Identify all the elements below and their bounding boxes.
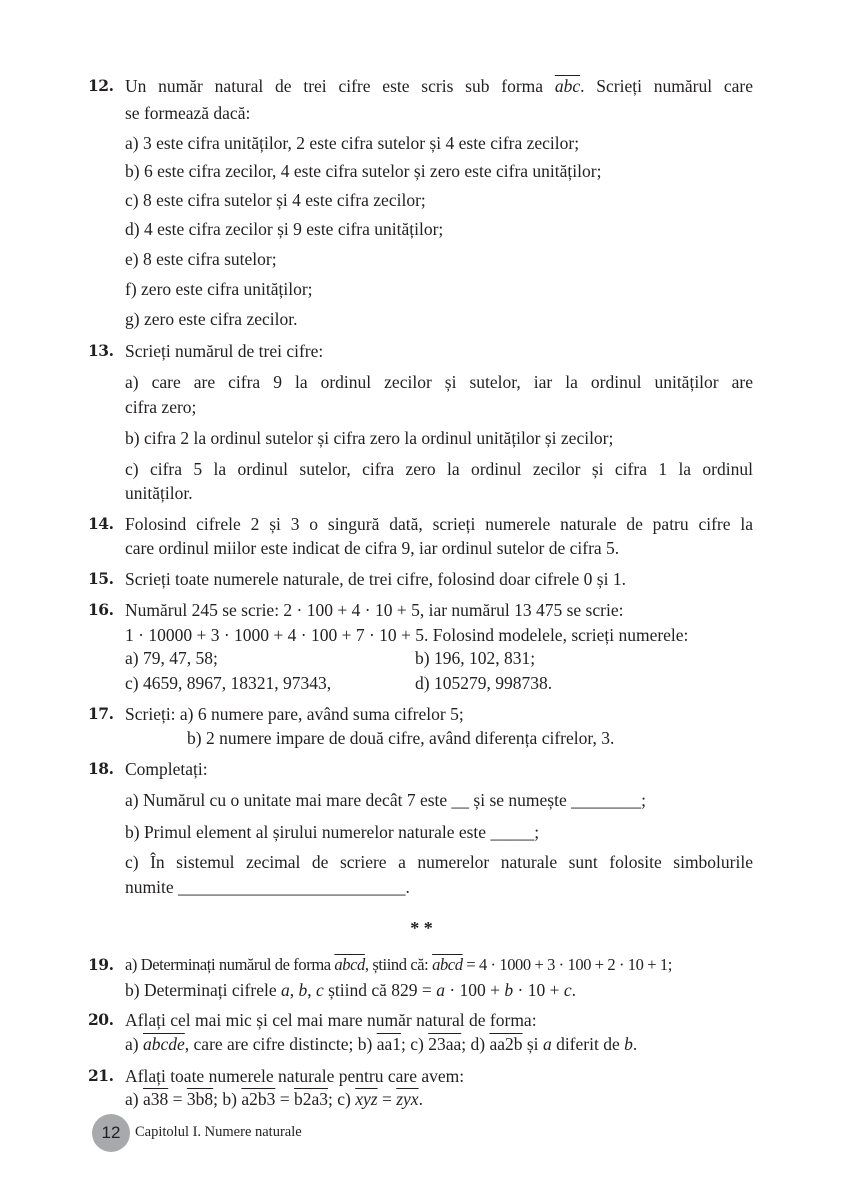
text-run: .	[571, 980, 576, 1000]
exercise-text: 1 · 10000 + 3 · 1000 + 4 · 100 + 7 · 10 + 5. Folosind modelele, scrieți numerele:	[125, 625, 689, 645]
sub-item: b) 196, 102, 831;	[415, 648, 536, 668]
sub-item: d) 4 este cifra zecilor și 9 este cifra unităților;	[125, 219, 444, 239]
exercise-text: se formează dacă:	[125, 103, 251, 123]
sub-item	[125, 1033, 637, 1055]
sub-item: g) zero este cifra zecilor.	[125, 309, 298, 329]
exercise-number: 19.	[88, 955, 114, 974]
sub-item: numite __________________________.	[125, 877, 410, 897]
exercise-text: care ordinul miilor este indicat de cifra 9, iar ordinul sutelor de cifra 5.	[125, 538, 620, 558]
variable: a	[280, 980, 290, 1000]
sub-item: e) 8 este cifra sutelor;	[125, 249, 277, 269]
text-run: a)	[125, 1034, 143, 1054]
text-run: ; c)	[328, 1089, 356, 1109]
text-run: ,	[307, 980, 316, 1000]
exercise-text: Folosind cifrele 2 și 3 o singură dată, scrieți numerele naturale de patru cifre la	[125, 514, 753, 534]
sub-item: b) Primul element al șirului numerelor naturale este _____;	[125, 822, 540, 842]
sub-item: b) cifra 2 la ordinul sutelor și cifra zero la ordinul unităților și zecilor;	[125, 428, 614, 448]
exercise-text: Scrieți numărul de trei cifre:	[125, 341, 324, 361]
exercise-text: Aflați toate numerele naturale pentru care avem:	[125, 1066, 465, 1086]
text-run: · 10 +	[513, 980, 564, 1000]
text-run: Un număr natural de trei cifre este scris sub forma	[125, 76, 555, 96]
sub-item	[125, 954, 672, 976]
sub-item: c) cifra 5 la ordinul sutelor, cifra zero la ordinul zecilor și cifra 1 la ordinul	[125, 459, 753, 479]
text-run: știind că 829 =	[323, 980, 437, 1000]
chapter-title: Capitolul I. Numere naturale	[135, 1124, 302, 1140]
sub-item-row	[125, 647, 536, 669]
exercise-number: 17.	[88, 704, 114, 723]
overlined-number: $\overline{abc}$	[554, 76, 581, 96]
text-run: = 4 · 1000 + 3 · 100 + 2 · 10 + 1;	[462, 955, 672, 974]
overlined-number: aa1	[376, 1034, 401, 1054]
sub-item: b) 2 numere impare de două cifre, având diferența cifrelor, 3.	[187, 728, 615, 748]
text-run: .	[418, 1089, 423, 1109]
text-run: ; d)	[461, 1034, 490, 1054]
text-run: b) Determinați cifrele	[125, 980, 281, 1000]
overlined-number: 23aa	[428, 1034, 462, 1054]
text-run: a) Determinați numărul de forma	[125, 955, 335, 974]
sub-item: c) 8 este cifra sutelor și 4 este cifra zecilor;	[125, 190, 426, 210]
exercise-text: Numărul 245 se scrie: 2 · 100 + 4 · 10 + 5, iar numărul 13 475 se scrie:	[125, 600, 624, 620]
text-run: =	[377, 1089, 397, 1109]
sub-item: b) 6 este cifra zecilor, 4 este cifra sutelor și zero este cifra unităților;	[125, 161, 602, 181]
overlined-number: $\overline{xyz}$	[355, 1089, 378, 1109]
sub-item: d) 105279, 998738.	[415, 673, 553, 693]
exercise-number: 21.	[88, 1066, 114, 1085]
text-run: =	[275, 1089, 294, 1109]
text-run: · 100 +	[444, 980, 505, 1000]
variable: a	[542, 1034, 552, 1054]
overlined-number: abcd	[334, 955, 365, 974]
sub-item: a) Numărul cu o unitate mai mare decât 7 este __ și se numește ________;	[125, 790, 646, 810]
text-run: . Scrieți numărul care	[580, 76, 753, 96]
variable: b	[504, 980, 514, 1000]
exercise-number: 18.	[88, 759, 114, 778]
exercise-text: Aflați cel mai mic și cel mai mare număr natural de forma:	[125, 1010, 537, 1030]
overlined-number: a2b3	[241, 1089, 276, 1109]
variable: c	[315, 980, 324, 1000]
sub-item: c) În sistemul zecimal de scriere a numerelor naturale sunt folosite simbolurile	[125, 852, 753, 872]
exercise-number: 12.	[88, 76, 114, 95]
sub-item: a) 3 este cifra unităților, 2 este cifra sutelor și 4 este cifra zecilor;	[125, 133, 580, 153]
variable: a	[436, 980, 445, 1000]
section-separator: * *	[410, 918, 433, 938]
exercise-number: 14.	[88, 514, 114, 533]
overlined-number: 3b8	[186, 1089, 214, 1109]
sub-item: a) 79, 47, 58;	[125, 648, 218, 668]
overlined-number: abcde	[142, 1034, 185, 1054]
text-run: , care are cifre distincte; b)	[184, 1034, 377, 1054]
sub-item	[125, 1088, 423, 1110]
text-run: =	[168, 1089, 187, 1109]
text-run: și	[522, 1034, 543, 1054]
overlined-number: aa2b	[489, 1034, 523, 1054]
exercise-number: 15.	[88, 569, 114, 588]
overlined-number: $\overline{zyx}$	[396, 1089, 419, 1109]
overlined-number: b2a3	[294, 1089, 329, 1109]
exercise-text: Scrieți toate numerele naturale, de trei cifre, folosind doar cifrele 0 și 1.	[125, 569, 626, 589]
exercise-text	[125, 75, 753, 97]
overlined-number: a38	[142, 1089, 169, 1109]
sub-item: cifra zero;	[125, 397, 197, 417]
page-number-badge: 12	[92, 1114, 130, 1152]
sub-item: unităților.	[125, 483, 193, 503]
exercise-number: 16.	[88, 600, 114, 619]
overlined-number: abcd	[432, 955, 463, 974]
text-run: .	[632, 1034, 638, 1054]
sub-item: a) care are cifra 9 la ordinul zecilor și sutelor, iar la ordinul unităților are	[125, 372, 753, 392]
sub-item	[125, 979, 576, 1001]
text-run: diferit de	[551, 1034, 625, 1054]
text-run: , știind că:	[364, 955, 433, 974]
sub-item: c) 4659, 8967, 18321, 97343,	[125, 673, 332, 693]
variable: b	[624, 1034, 633, 1054]
sub-item: f) zero este cifra unităților;	[125, 279, 313, 299]
variable: c	[563, 980, 572, 1000]
text-run: ,	[289, 980, 299, 1000]
exercise-text: Scrieți: a) 6 numere pare, având suma cifrelor 5;	[125, 704, 464, 724]
variable: b	[298, 980, 308, 1000]
text-run: ; b)	[213, 1089, 242, 1109]
exercise-number: 13.	[88, 341, 114, 360]
text-run: ; c)	[400, 1034, 429, 1054]
sub-item-row	[125, 672, 553, 694]
exercise-text: Completați:	[125, 759, 208, 779]
exercise-number: 20.	[88, 1010, 114, 1029]
text-run: a)	[125, 1089, 143, 1109]
